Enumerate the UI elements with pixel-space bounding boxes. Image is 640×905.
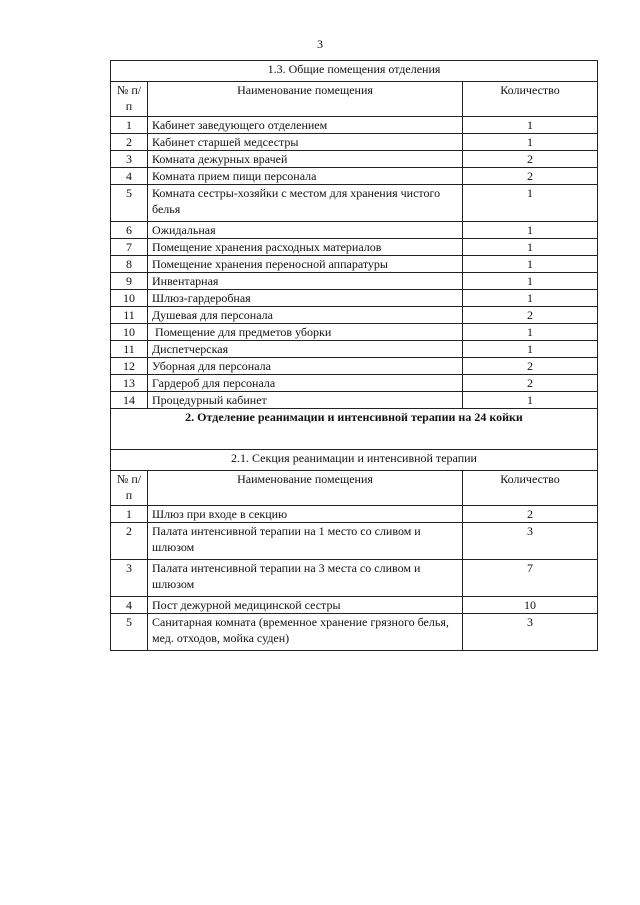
row-qty: 2 [463, 358, 598, 375]
row-name: Пост дежурной медицинской сестры [148, 597, 463, 614]
row-name: Палата интенсивной терапии на 1 место со сливом и шлюзом [148, 523, 463, 560]
table-row [111, 222, 598, 239]
rooms-table [110, 60, 598, 651]
row-name: Комната сестры-хозяйки с местом для хранения чистого белья [148, 185, 463, 222]
row-qty: 2 [463, 151, 598, 168]
row-name: Помещение хранения расходных материалов [148, 239, 463, 256]
row-name: Кабинет заведующего отделением [148, 117, 463, 134]
table1-caption: 1.3. Общие помещения отделения [111, 61, 598, 82]
row-num: 11 [111, 307, 148, 324]
row-qty: 1 [463, 392, 598, 409]
table-row [111, 185, 598, 222]
row-num: 6 [111, 222, 148, 239]
row-name: Шлюз при входе в секцию [148, 506, 463, 523]
table-row [111, 239, 598, 256]
table-row [111, 597, 598, 614]
table-row [111, 290, 598, 307]
row-name: Уборная для персонала [148, 358, 463, 375]
row-qty: 3 [463, 614, 598, 651]
row-name: Помещение хранения переносной аппаратуры [148, 256, 463, 273]
row-num: 14 [111, 392, 148, 409]
row-name: Ожидальная [148, 222, 463, 239]
row-name: Шлюз-гардеробная [148, 290, 463, 307]
row-name: Палата интенсивной терапии на 3 места со сливом и шлюзом [148, 560, 463, 597]
table-row [111, 307, 598, 324]
section-title: 2. Отделение реанимации и интенсивной терапии на 24 койки [111, 409, 598, 450]
row-qty: 1 [463, 117, 598, 134]
row-num: 4 [111, 597, 148, 614]
row-num: 8 [111, 256, 148, 273]
row-num: 1 [111, 117, 148, 134]
table1-header-row [111, 82, 598, 117]
column-header-name: Наименование помещения [148, 82, 463, 117]
row-qty: 1 [463, 239, 598, 256]
table-row [111, 523, 598, 560]
table-row [111, 560, 598, 597]
page-number: 3 [317, 37, 323, 51]
table-row [111, 341, 598, 358]
table-row [111, 392, 598, 409]
row-name: Комната прием пищи персонала [148, 168, 463, 185]
row-name: Санитарная комната (временное хранение грязного белья, мед. отходов, мойка суден) [148, 614, 463, 651]
row-name: Комната дежурных врачей [148, 151, 463, 168]
table-row [111, 256, 598, 273]
table-row [111, 134, 598, 151]
row-num: 13 [111, 375, 148, 392]
row-num: 1 [111, 506, 148, 523]
row-name: Помещение для предметов уборки [148, 324, 463, 341]
section-title-row [111, 409, 598, 450]
column-header-num: № п/п [111, 471, 148, 506]
column-header-num: № п/п [111, 82, 148, 117]
row-num: 5 [111, 185, 148, 222]
row-qty: 1 [463, 256, 598, 273]
row-qty: 1 [463, 324, 598, 341]
row-qty: 1 [463, 273, 598, 290]
table-row [111, 506, 598, 523]
row-qty: 2 [463, 375, 598, 392]
table-row [111, 375, 598, 392]
row-num: 2 [111, 523, 148, 560]
row-num: 11 [111, 341, 148, 358]
row-num: 5 [111, 614, 148, 651]
row-num: 2 [111, 134, 148, 151]
table-row [111, 117, 598, 134]
row-qty: 1 [463, 341, 598, 358]
row-qty: 7 [463, 560, 598, 597]
row-qty: 1 [463, 290, 598, 307]
row-num: 3 [111, 151, 148, 168]
row-qty: 1 [463, 222, 598, 239]
table-row [111, 324, 598, 341]
table-row [111, 358, 598, 375]
table1-caption-row [111, 61, 598, 82]
table2-caption: 2.1. Секция реанимации и интенсивной терапии [111, 450, 598, 471]
column-header-name: Наименование помещения [148, 471, 463, 506]
row-qty: 2 [463, 506, 598, 523]
row-qty: 1 [463, 185, 598, 222]
table-row [111, 614, 598, 651]
row-num: 10 [111, 290, 148, 307]
row-name: Инвентарная [148, 273, 463, 290]
table2-header-row [111, 471, 598, 506]
row-num: 3 [111, 560, 148, 597]
row-name: Процедурный кабинет [148, 392, 463, 409]
column-header-qty: Количество [463, 471, 598, 506]
row-num: 9 [111, 273, 148, 290]
row-num: 10 [111, 324, 148, 341]
column-header-qty: Количество [463, 82, 598, 117]
row-num: 7 [111, 239, 148, 256]
row-name: Гардероб для персонала [148, 375, 463, 392]
table-row [111, 273, 598, 290]
row-qty: 10 [463, 597, 598, 614]
table-row [111, 151, 598, 168]
row-qty: 3 [463, 523, 598, 560]
table-row [111, 168, 598, 185]
row-qty: 1 [463, 134, 598, 151]
row-num: 4 [111, 168, 148, 185]
row-name: Диспетчерская [148, 341, 463, 358]
table2-caption-row [111, 450, 598, 471]
row-qty: 2 [463, 168, 598, 185]
row-name: Душевая для персонала [148, 307, 463, 324]
row-qty: 2 [463, 307, 598, 324]
row-name: Кабинет старшей медсестры [148, 134, 463, 151]
row-num: 12 [111, 358, 148, 375]
